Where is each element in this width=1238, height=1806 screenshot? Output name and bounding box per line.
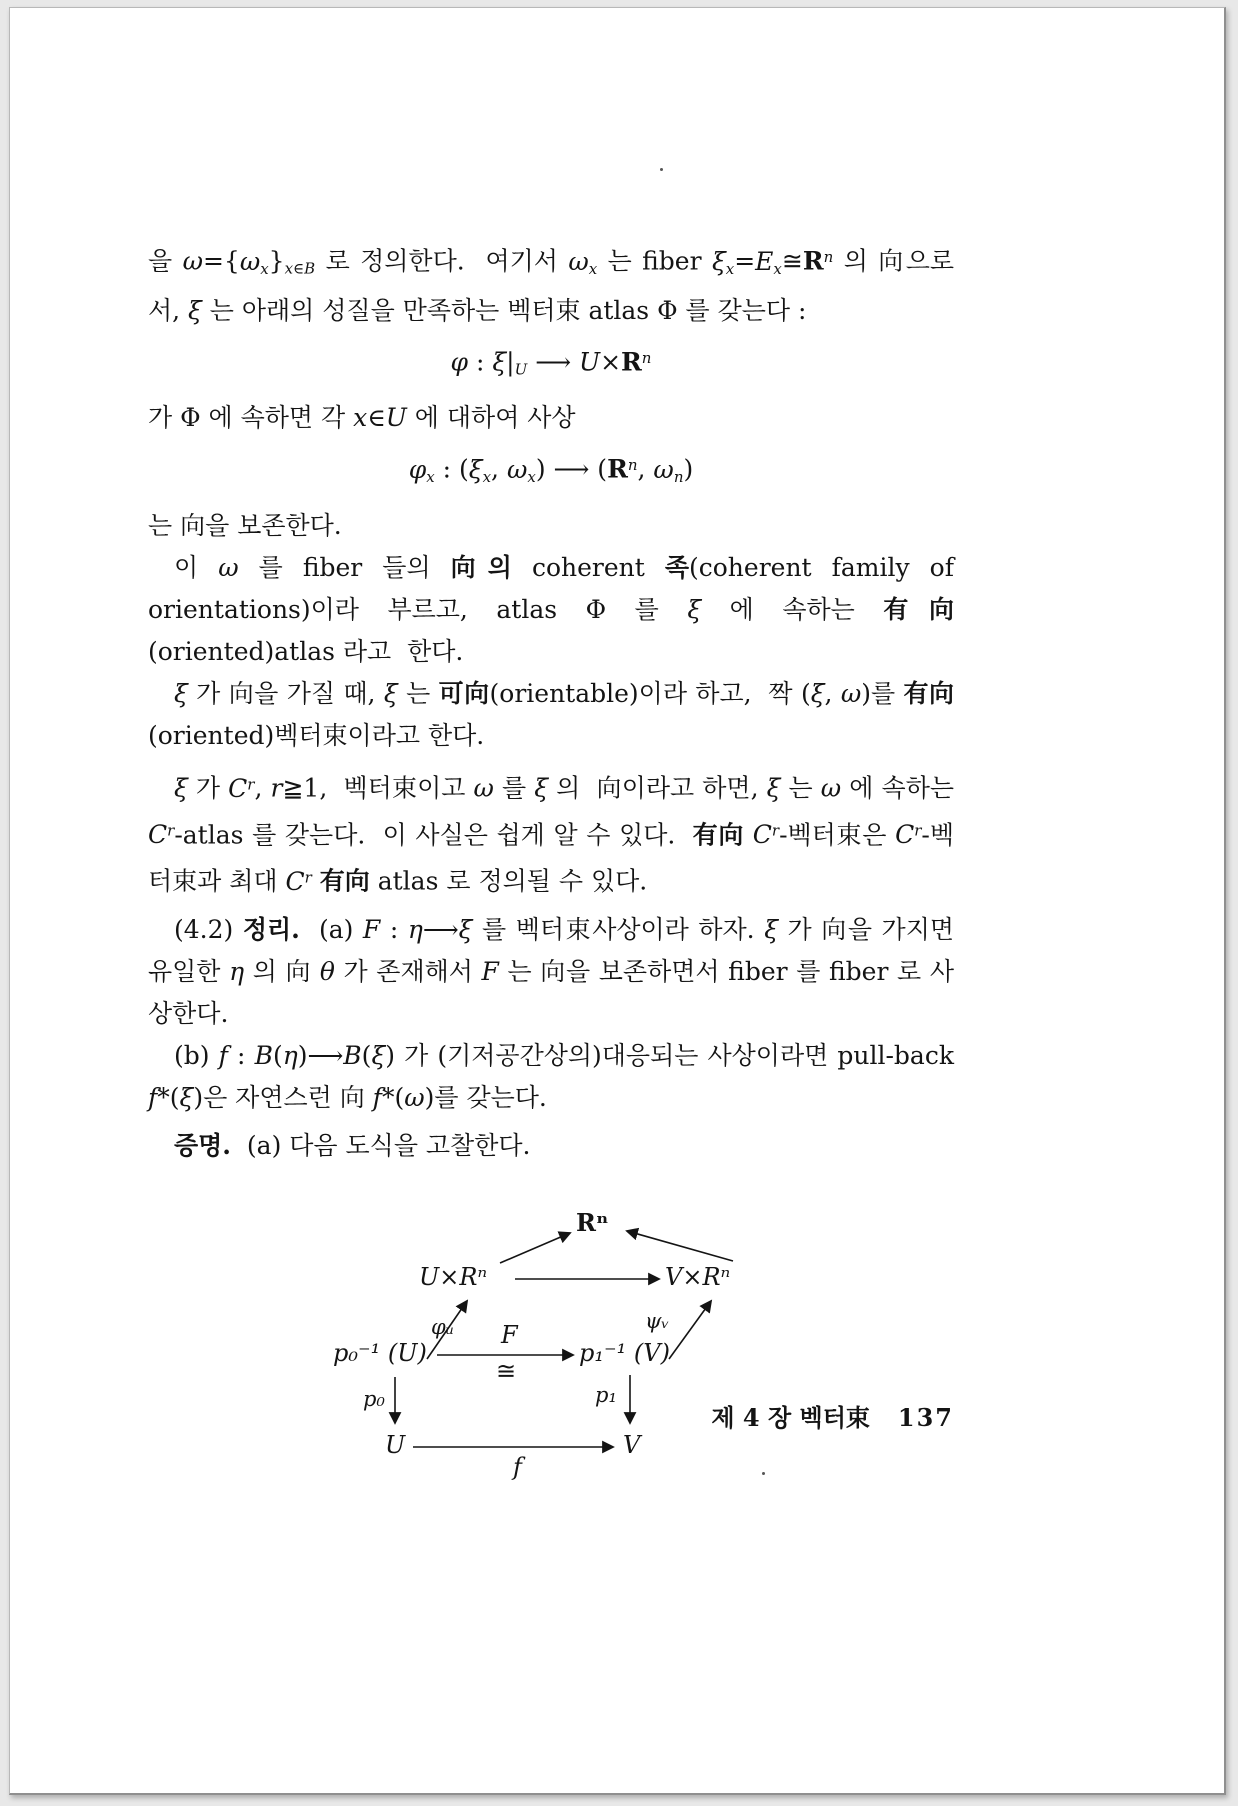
footer-chapter-title: 제 4 장 벡터束 [711,1403,870,1432]
running-footer [148,1398,954,1433]
paragraph-theorem-4-2: (4.2) 정리. (a) F : η⟶ξ 를 벡터束사상이라 하자. ξ 가 向을 가지면 유일한 η 의 向 θ 가 존재해서 F 는 向을 보존하면서 fiber 를 fiber 로 사상한다. [148,914,954,1028]
diagram-node-p1-inverse-v: p₁⁻¹ (V) [579,1338,670,1367]
diagram-arrow-label-f: f [513,1452,522,1481]
diagram-node-u: U [385,1430,406,1459]
scan-speck [762,1472,765,1475]
diagram-node-rn: Rⁿ [576,1207,609,1237]
paragraph-omega-definition: 을 $\omega=\{\omega_x\}_{x\in B}$ 로 정의한다. 여기서 $\omega_x$ 는 fiber $\xi_x=E_x≅R^n$ 의 向으로서, ξ 는 아래의 성질을 만족하는 벡터束 atlas Φ 를 갖는다 : [148,246,954,325]
paragraph-proof-intro: 증명. (a) 다음 도식을 고찰한다. [174,1130,531,1160]
display-equation-phi-trivialization: φ : $\xi|_U$ ⟶ $U\times R^n$ [450,347,652,379]
scan-speck [660,168,663,171]
paragraph-coherent-family: 이 ω 를 fiber 들의 向의 coherent 족(coherent family of orientations)이라 부르고, atlas Φ 를 ξ 에 속하는 有向(oriented)atlas 라고 한다. [148,553,954,667]
diagram-arrow-label-isomorphism: ≅ [496,1356,517,1385]
diagram-node-u-cross-rn: U×Rⁿ [419,1262,488,1291]
diagram-arrow-label-f-cap: F [501,1320,518,1349]
paragraph-orientable-pair: ξ 가 向을 가질 때, ξ 는 可向(orientable)이라 하고, 짝 (ξ, ω)를 有向(oriented)벡터束이라고 한다. [148,679,954,751]
paragraph-preserves-orientation: 는 向을 보존한다. [148,511,342,541]
diagram-arrow-label-p0: p₀ [363,1386,385,1411]
diagram-arrow-label-phi-u: φᵤ [431,1314,455,1339]
paragraph-belongs-to-phi: 가 Φ 에 속하면 각 x∈U 에 대하여 사상 [148,403,576,433]
page-content [148,236,954,1495]
diagram-node-v: V [623,1430,641,1459]
footer-page-number: 137 [897,1403,954,1432]
paragraph-cr-bundle: ξ 가 $C^r$, r≧1, 벡터束이고 ω 를 ξ 의 向이라고 하면, ξ 는 ω 에 속하는 $C^r$-atlas 를 갖는다. 이 사실은 쉽게 알 수 있다. 有向 $C^r-$벡터束은 $C^r-$벡터束과 최대 $C^r$ 有向 atlas 로 정의될 수 있다. [148,773,954,896]
paragraph-theorem-4-2-b: (b) f : B(η)⟶B(ξ) 가 (기저공간상의)대응되는 사상이라면 pull-back f*(ξ)은 자연스런 向 f*(ω)를 갖는다. [148,1040,954,1112]
display-equation-phi-x-map: $\varphi_x$ : ($\xi_x$, $\omega_x$) ⟶ ($R^n$, $\omega_n$) [408,454,694,487]
commutative-diagram [333,1209,993,1495]
diagram-arrow-label-p1: p₁ [595,1382,617,1407]
diagram-node-v-cross-rn: V×Rⁿ [665,1262,731,1291]
diagram-node-p0-inverse-u: p₀⁻¹ (U) [333,1338,427,1367]
diagram-arrow-label-psi-v: ψᵥ [645,1308,670,1333]
